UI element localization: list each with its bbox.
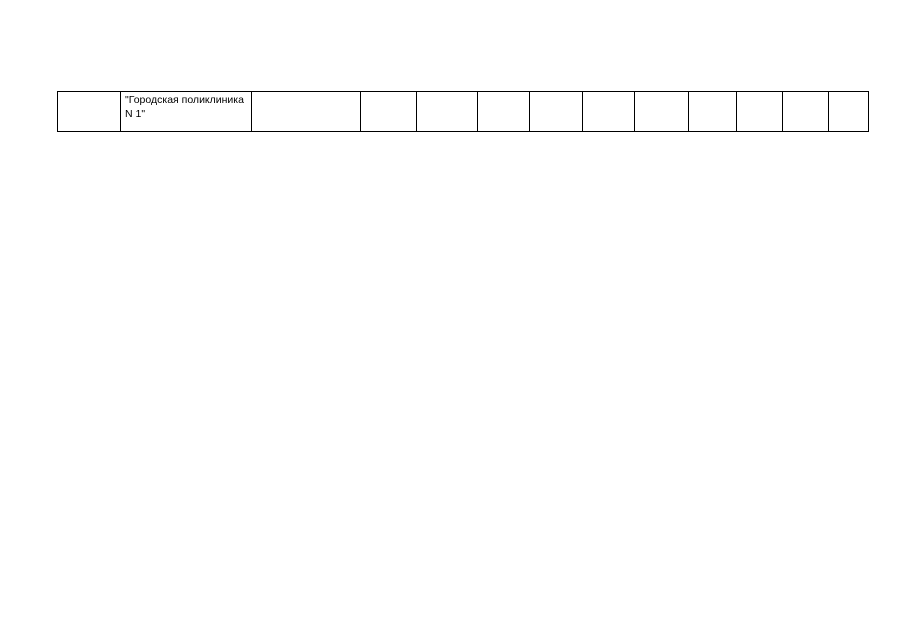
item-name: "Городская поликлиника N 1" (121, 92, 252, 132)
budget-table (57, 91, 869, 132)
table-row (58, 92, 869, 132)
